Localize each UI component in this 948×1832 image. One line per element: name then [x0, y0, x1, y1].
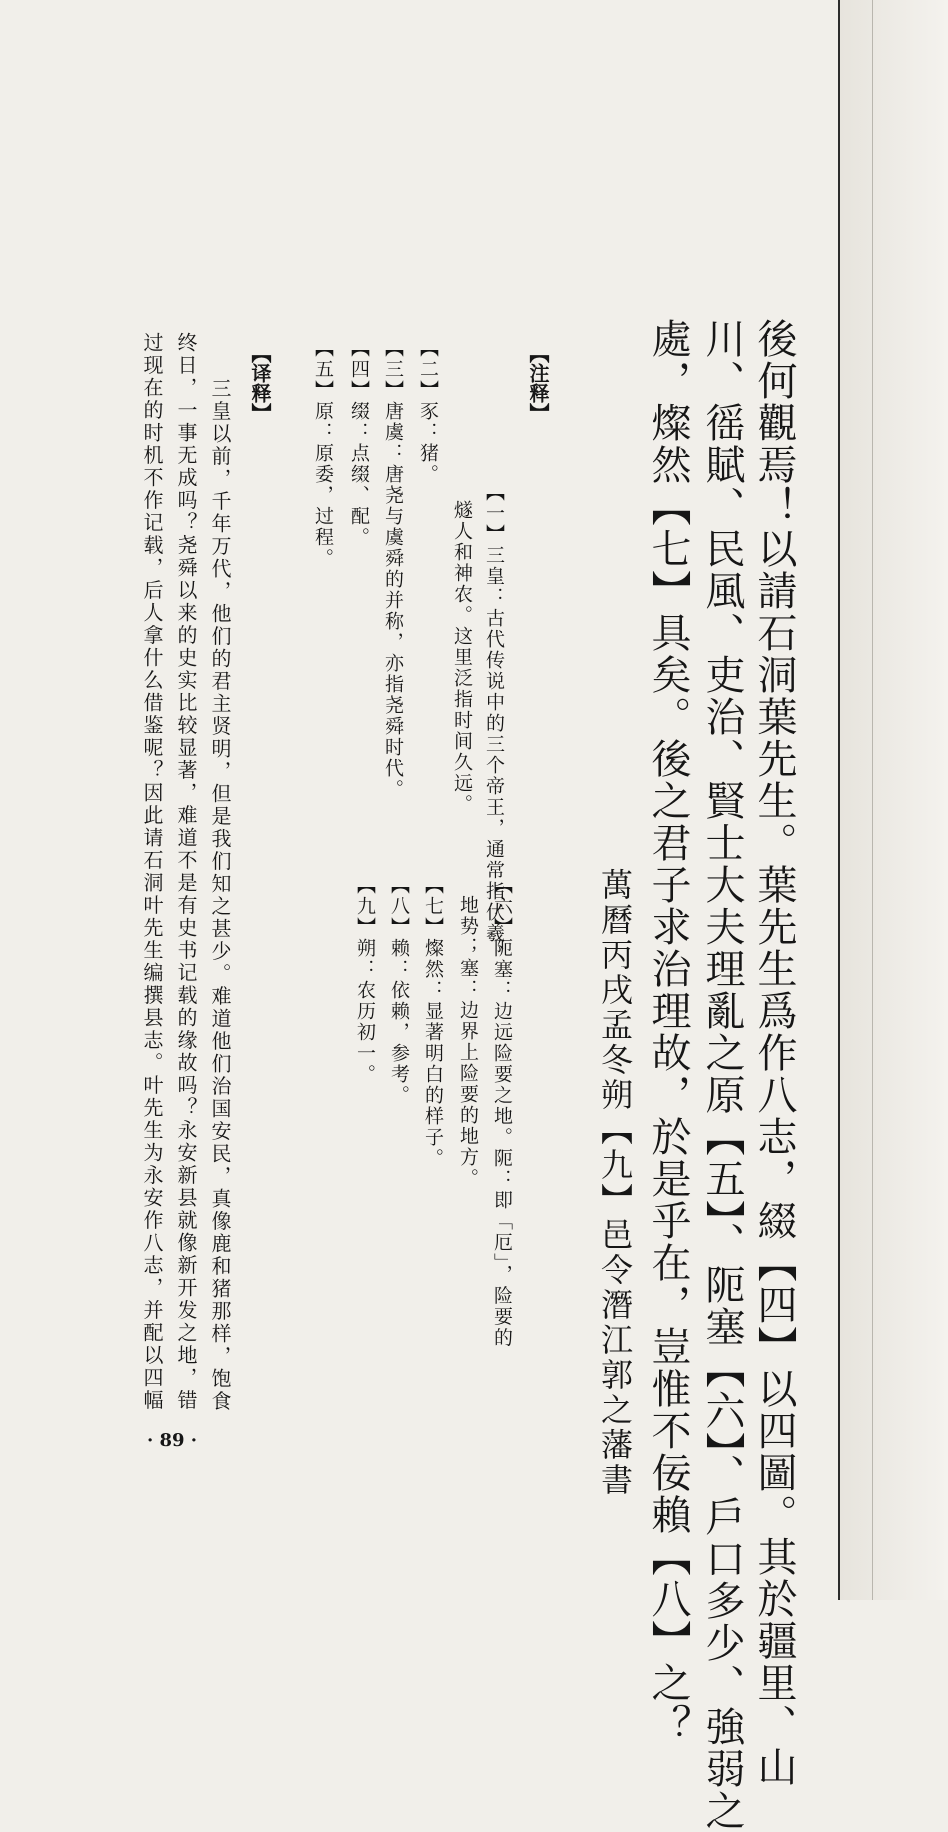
- note-line-5: 【四】缀：点缀、配。: [348, 338, 370, 548]
- note-line-9: 【七】燦然：显著明白的样子。: [422, 875, 444, 1169]
- page-edge-line-outer: [872, 0, 873, 1600]
- page-gutter-shade: [840, 0, 948, 1600]
- note-line-1: 【一】三皇：古代传说中的三个帝王，通常指伏羲、: [483, 482, 505, 965]
- translation-line-3: 过现在的时机不作记载，后人拿什么借鉴呢？因此请石洞叶先生编撰县志。叶先生为永安作八志，并配以四幅: [140, 332, 164, 1412]
- note-line-11: 【九】朔：农历初一。: [354, 875, 376, 1085]
- note-line-2: 燧人和神农。这里泛指时间久远。: [451, 500, 473, 815]
- main-text-column-2: 川、徭賦、民風、吏治、賢士大夫理亂之原【五】、阨塞【六】、戶口多少、強弱之: [699, 318, 745, 1832]
- translation-heading: 【译释】: [248, 343, 272, 423]
- note-line-10: 【八】赖：依赖，参考。: [388, 875, 410, 1106]
- notes-heading: 【注释】: [526, 343, 550, 423]
- page-number: · 89 ·: [146, 1430, 198, 1451]
- note-line-7: 【六】阨塞：边远险要之地。阨：即「厄」，险要的: [491, 875, 513, 1349]
- note-line-8: 地势；塞：边界上险要的地方。: [457, 895, 479, 1189]
- main-text-column-1: 後何觀焉！以請石洞葉先生。葉先生爲作八志，綴【四】以四圖。其於疆里、山: [751, 318, 797, 1788]
- note-line-6: 【五】原：原委，过程。: [312, 338, 334, 569]
- note-line-4: 【三】唐虞：唐尧与虞舜的并称，亦指尧舜时代。: [382, 338, 404, 800]
- author-signature: 萬曆丙戌孟冬朔【九】邑令潛江郭之藩書: [596, 868, 634, 1498]
- page-edge-line: [838, 0, 840, 1600]
- translation-line-1: 三皇以前，千年万代，他们的君主贤明，但是我们知之甚少。难道他们治国安民，真像鹿和猪那样，饱食: [208, 378, 232, 1413]
- main-text-column-3: 處，燦然【七】具矣。後之君子求治理故，於是乎在，豈惟不佞賴【八】之？: [645, 318, 691, 1746]
- note-line-3: 【二】豕：猪。: [417, 338, 439, 485]
- translation-line-2: 终日，一事无成吗？尧舜以来的史实比较显著，难道不是有史书记载的缘故吗？永安新县就像新开发之地，错: [174, 332, 198, 1412]
